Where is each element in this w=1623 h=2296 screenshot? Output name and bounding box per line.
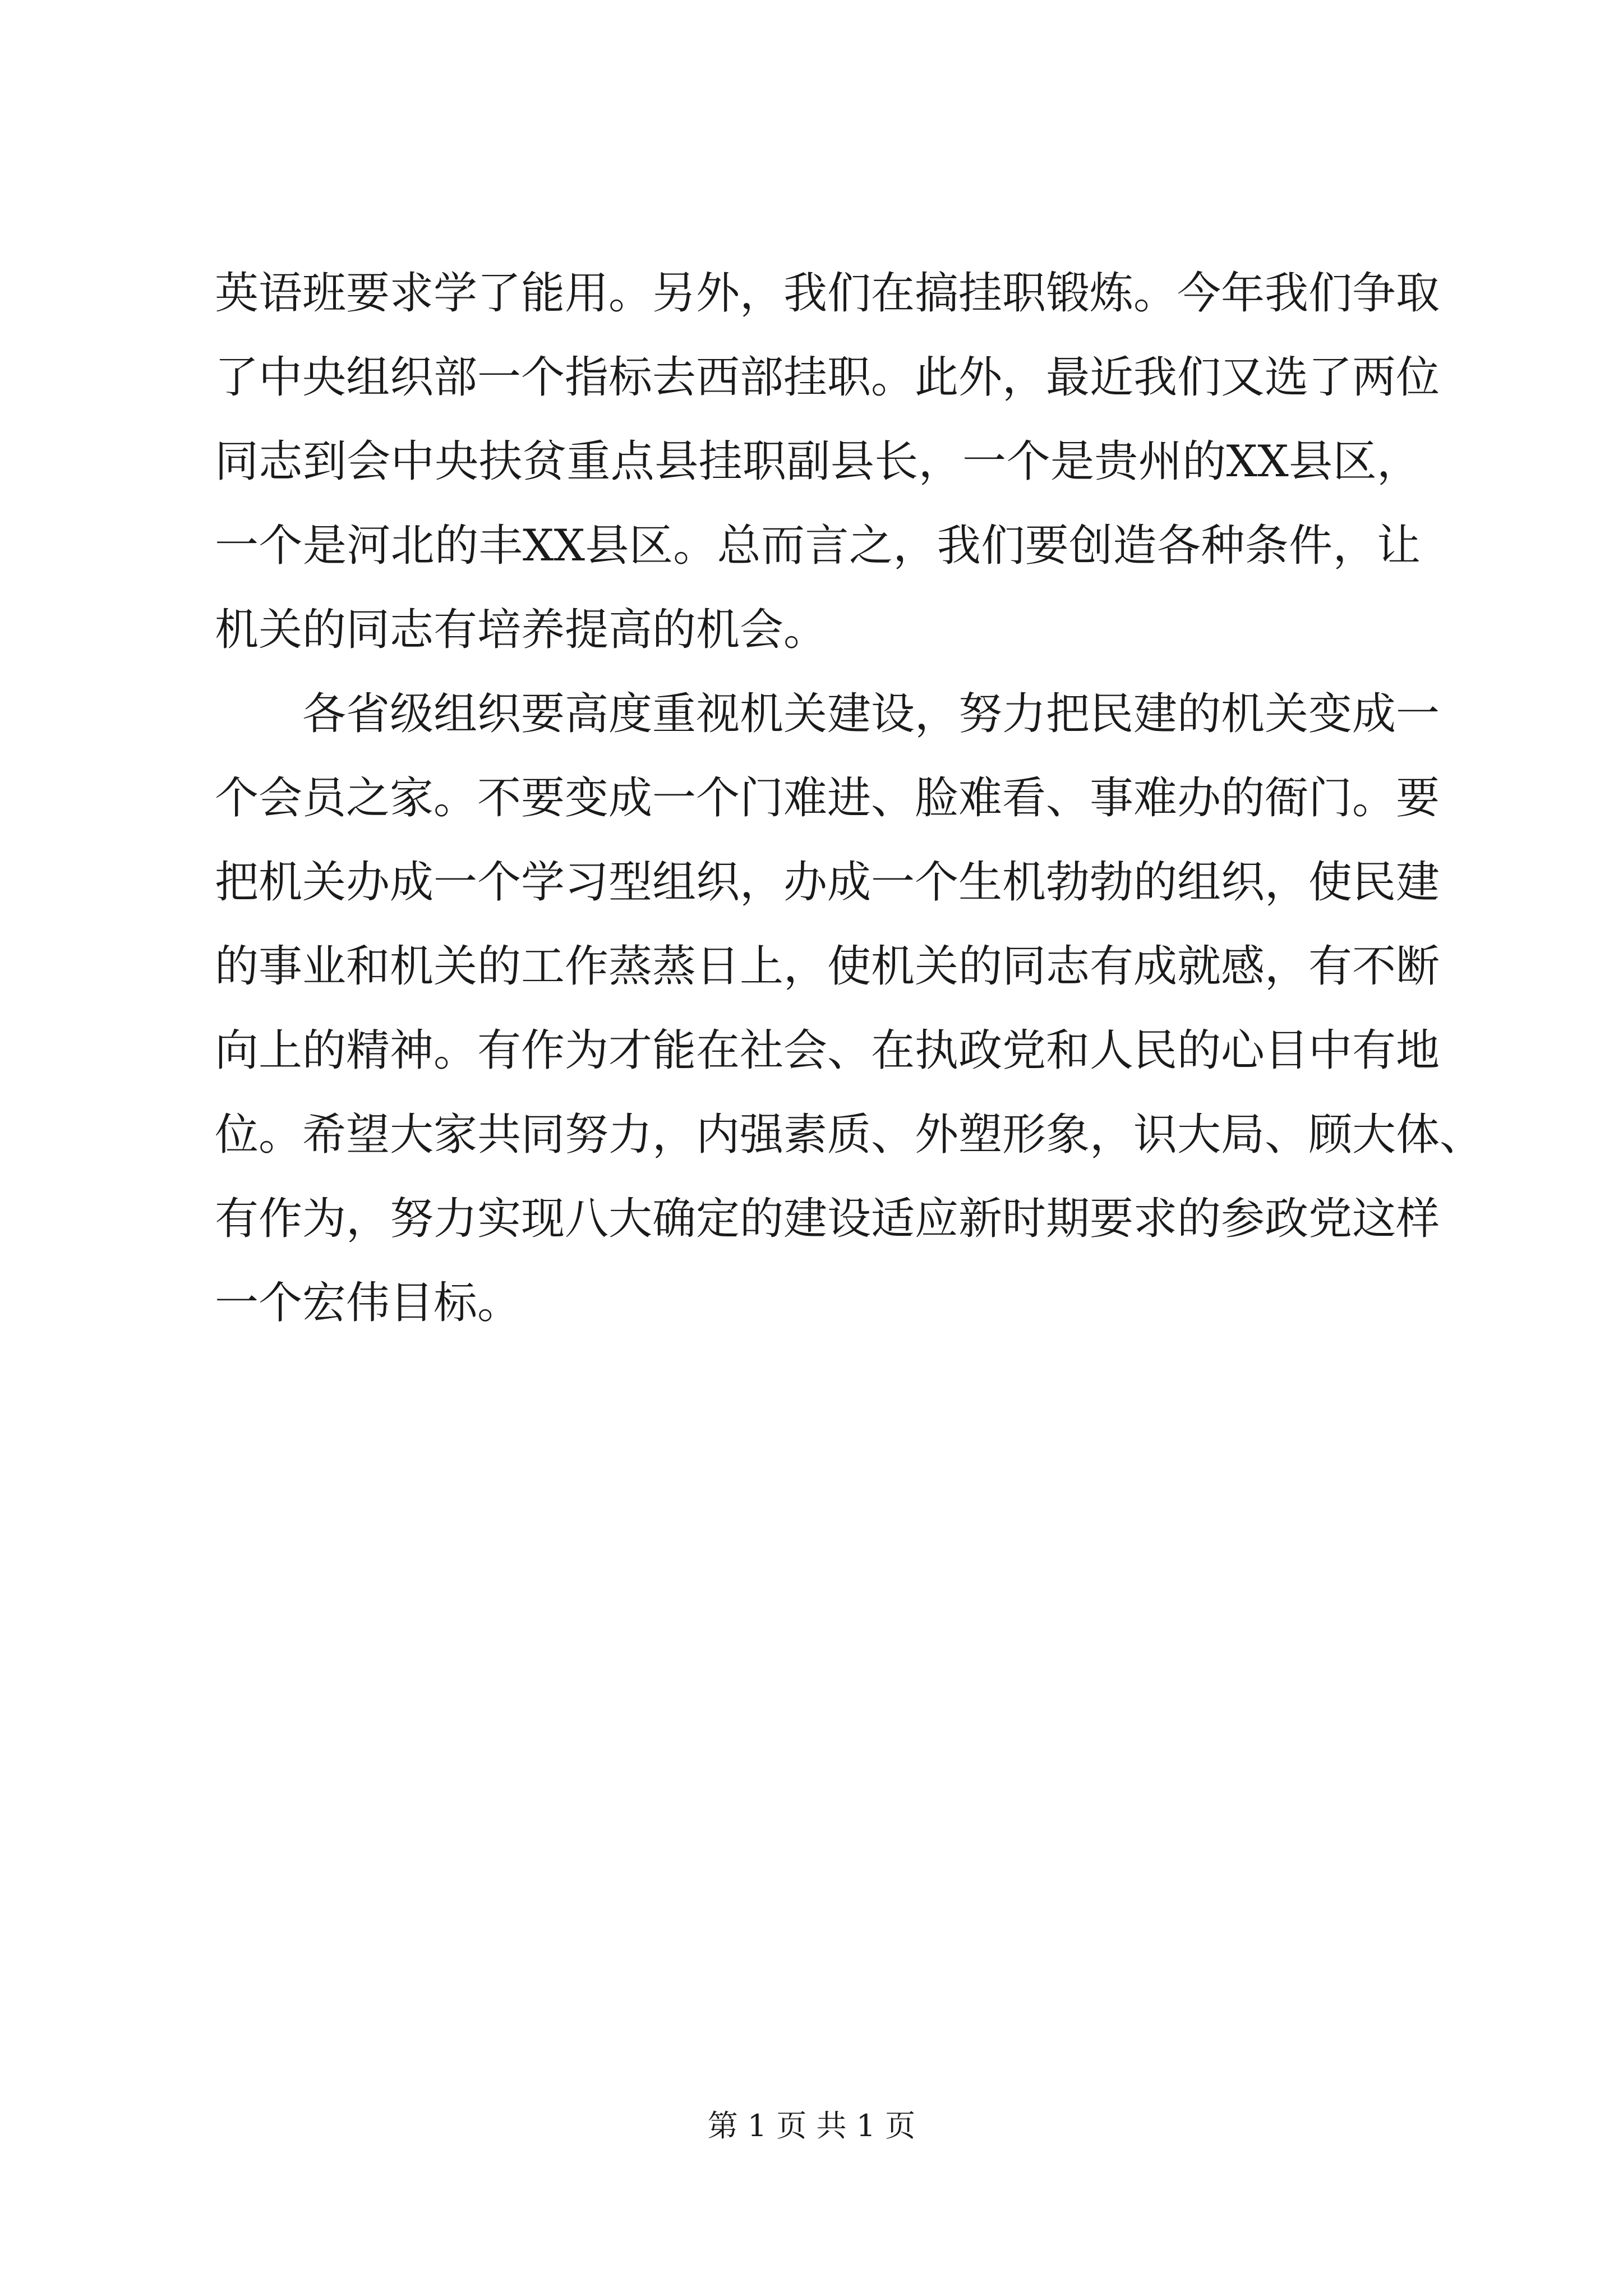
document-body [215, 251, 1484, 1345]
paragraph-2-line: 的事业和机关的工作蒸蒸日上，使机关的同志有成就感，有不断 [215, 941, 1440, 992]
paragraph-1-line: 机关的同志有培养提高的机会。 [215, 605, 828, 655]
paragraph-1-line: 一个是河北的丰XX县区。总而言之，我们要创造各种条件，让 [215, 521, 1421, 571]
paragraph-1-line: 同志到会中央扶贫重点县挂职副县长，一个是贵州的XX县区， [215, 436, 1421, 487]
paragraph-2-line: 一个宏伟目标。 [215, 1278, 522, 1328]
paragraph-2-line: 有作为，努力实现八大确定的建设适应新时期要求的参政党这样 [215, 1194, 1440, 1244]
paragraph-2-line: 各省级组织要高度重视机关建设，努力把民建的机关变成一 [302, 689, 1440, 739]
paragraph-2-line: 向上的精神。有作为才能在社会、在执政党和人民的心目中有地 [215, 1025, 1440, 1076]
paragraph-1-line: 了中央组织部一个指标去西部挂职。此外，最近我们又选了两位 [215, 352, 1440, 403]
page-number-footer: 第 1 页 共 1 页 [707, 2108, 916, 2143]
paragraph-2-line: 把机关办成一个学习型组织，办成一个生机勃勃的组织，使民建 [215, 857, 1440, 908]
paragraph-2-line: 个会员之家。不要变成一个门难进、脸难看、事难办的衙门。要 [215, 773, 1440, 823]
paragraph-2-line: 位。希望大家共同努力，内强素质、外塑形象，识大局、顾大体、 [215, 1110, 1484, 1160]
paragraph-1-line: 英语班要求学了能用。另外，我们在搞挂职锻炼。今年我们争取 [215, 268, 1440, 319]
